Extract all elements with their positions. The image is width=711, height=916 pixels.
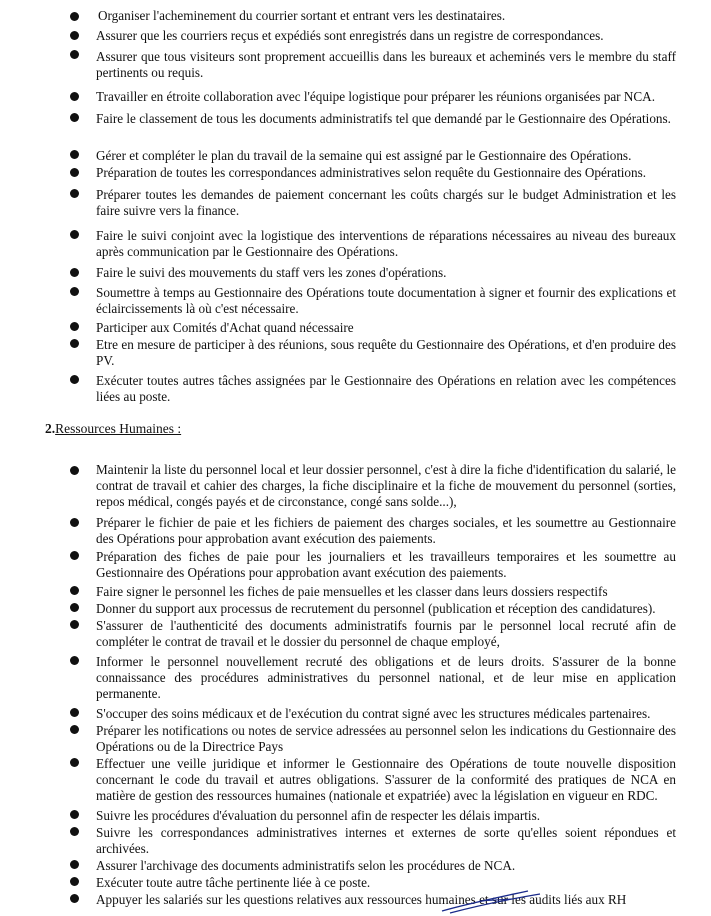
list-item-text: Préparer toutes les demandes de paiement concernant les coûts chargés sur le budget Administration et les faire suivre vers la finance. [96, 187, 676, 219]
list-item-text: Appuyer les salariés sur les questions relatives aux ressources humaines et sur les audits liés aux RH [96, 892, 627, 907]
bullet-icon [70, 375, 79, 384]
bullet-icon [70, 287, 79, 296]
list-item-text: Assurer l'archivage des documents administratifs selon les procédures de NCA. [96, 858, 516, 873]
list-item-text: Donner du support aux processus de recrutement du personnel (publication et réception des candidatures). [96, 601, 656, 616]
bullet-icon [70, 12, 79, 21]
list-item-text: Préparation des fiches de paie pour les journaliers et les travailleurs temporaires et les soumettre au Gestionnaire des Opérations pour approbation avant exécution des paiements. [96, 549, 676, 581]
bullet-icon [70, 268, 79, 277]
bullet-icon [70, 620, 79, 629]
list-item-text: Préparation de toutes les correspondances administratives selon requête du Gestionnaire des Opérations. [96, 165, 647, 180]
section-title: Ressources Humaines : [55, 421, 182, 436]
bullet-icon [70, 150, 79, 159]
list-item-text: Préparer le fichier de paie et les fichiers de paiement des charges sociales, et les soumettre au Gestionnaire des Opérations pour approbation avant exécution des paiements. [96, 515, 676, 547]
list-item-text: Exécuter toute autre tâche pertinente liée à ce poste. [96, 875, 371, 890]
list-item-text: Effectuer une veille juridique et informer le Gestionnaire des Opérations de toute nouvelle disposition concernant le code du travail et autres obligations. S'assurer de la conformité des pratiques de NCA en matière de gestion des ressources humaines (nationale et expatriée) avec la législation en vigueur en RDC. [96, 756, 676, 804]
bullet-icon [70, 708, 79, 717]
bullet-icon [70, 92, 79, 101]
bullet-icon [70, 827, 79, 836]
list-item-text: Organiser l'acheminement du courrier sortant et entrant vers les destinataires. [98, 8, 506, 23]
list-item-text: S'assurer de l'authenticité des documents administratifs fournis par le personnel local recruté afin de compléter le contrat de travail et le dossier du personnel de chaque employé, [96, 618, 676, 650]
handwritten-strike-icon [440, 889, 560, 915]
list-item-text: Assurer que tous visiteurs sont proprement accueillis dans les bureaux et acheminés vers le membre du staff pertinents ou requis. [96, 49, 676, 81]
section-heading [45, 421, 181, 437]
list-item-text: Suivre les procédures d'évaluation du personnel afin de respecter les délais impartis. [96, 808, 541, 823]
list-item-text: Participer aux Comités d'Achat quand nécessaire [96, 320, 354, 335]
bullet-icon [70, 168, 79, 177]
bullet-icon [70, 339, 79, 348]
list-item-text: Faire signer le personnel les fiches de paie mensuelles et les classer dans leurs dossiers respectifs [96, 584, 608, 599]
bullet-icon [70, 551, 79, 560]
bullet-icon [70, 466, 79, 475]
bullet-icon [70, 656, 79, 665]
bullet-icon [70, 31, 79, 40]
list-item-text: Suivre les correspondances administratives internes et externes de sorte qu'elles soient répondues et archivées. [96, 825, 676, 857]
bullet-icon [70, 586, 79, 595]
list-item-text: Faire le suivi conjoint avec la logistique des interventions de réparations nécessaires au niveau des bureaux après communication par le Gestionnaire des Opérations. [96, 228, 676, 260]
bullet-icon [70, 189, 79, 198]
bullet-icon [70, 518, 79, 527]
bullet-icon [70, 113, 79, 122]
list-item-text: Exécuter toutes autres tâches assignées par le Gestionnaire des Opérations en relation avec les compétences liées au poste. [96, 373, 676, 405]
bullet-icon [70, 810, 79, 819]
bullet-icon [70, 322, 79, 331]
list-item-text: Gérer et compléter le plan du travail de la semaine qui est assigné par le Gestionnaire des Opérations. [96, 148, 632, 163]
list-item-text: Maintenir la liste du personnel local et leur dossier personnel, c'est à dire la fiche d'identification du salarié, le contrat de travail et cahier des charges, la fiche disciplinaire et la fiche de mouvement du personnel (sorties, repos médical, congés payés et de circonstance, congé sans solde...), [96, 462, 676, 510]
section-number: 2. [45, 421, 56, 436]
bullet-icon [70, 50, 79, 59]
bullet-icon [70, 603, 79, 612]
bullet-icon [70, 877, 79, 886]
list-item-text: Travailler en étroite collaboration avec l'équipe logistique pour préparer les réunions organisées par NCA. [96, 89, 656, 104]
list-item-text: Faire le classement de tous les documents administratifs tel que demandé par le Gestionnaire des Opérations. [96, 111, 671, 126]
list-item-text: Assurer que les courriers reçus et expédiés sont enregistrés dans un registre de correspondances. [96, 28, 604, 43]
bullet-icon [70, 758, 79, 767]
bullet-icon [70, 894, 79, 903]
list-item-text: Faire le suivi des mouvements du staff vers les zones d'opérations. [96, 265, 447, 280]
list-item-text: Informer le personnel nouvellement recruté des obligations et de leurs droits. S'assurer de la bonne connaissance des procédures administratives du personnel national, et de leur mise en application permanente. [96, 654, 676, 702]
list-item-text: S'occuper des soins médicaux et de l'exécution du contrat signé avec les structures médicales partenaires. [96, 706, 651, 721]
list-item-text: Soumettre à temps au Gestionnaire des Opérations toute documentation à signer et fournir des explications et éclaircissements là où c'est nécessaire. [96, 285, 676, 317]
bullet-icon [70, 860, 79, 869]
bullet-icon [70, 725, 79, 734]
list-item-text: Préparer les notifications ou notes de service adressées au personnel selon les indications du Gestionnaire des Opérations ou de la Directrice Pays [96, 723, 676, 755]
list-item-text: Etre en mesure de participer à des réunions, sous requête du Gestionnaire des Opérations, et d'en produire des PV. [96, 337, 676, 369]
bullet-icon [70, 230, 79, 239]
